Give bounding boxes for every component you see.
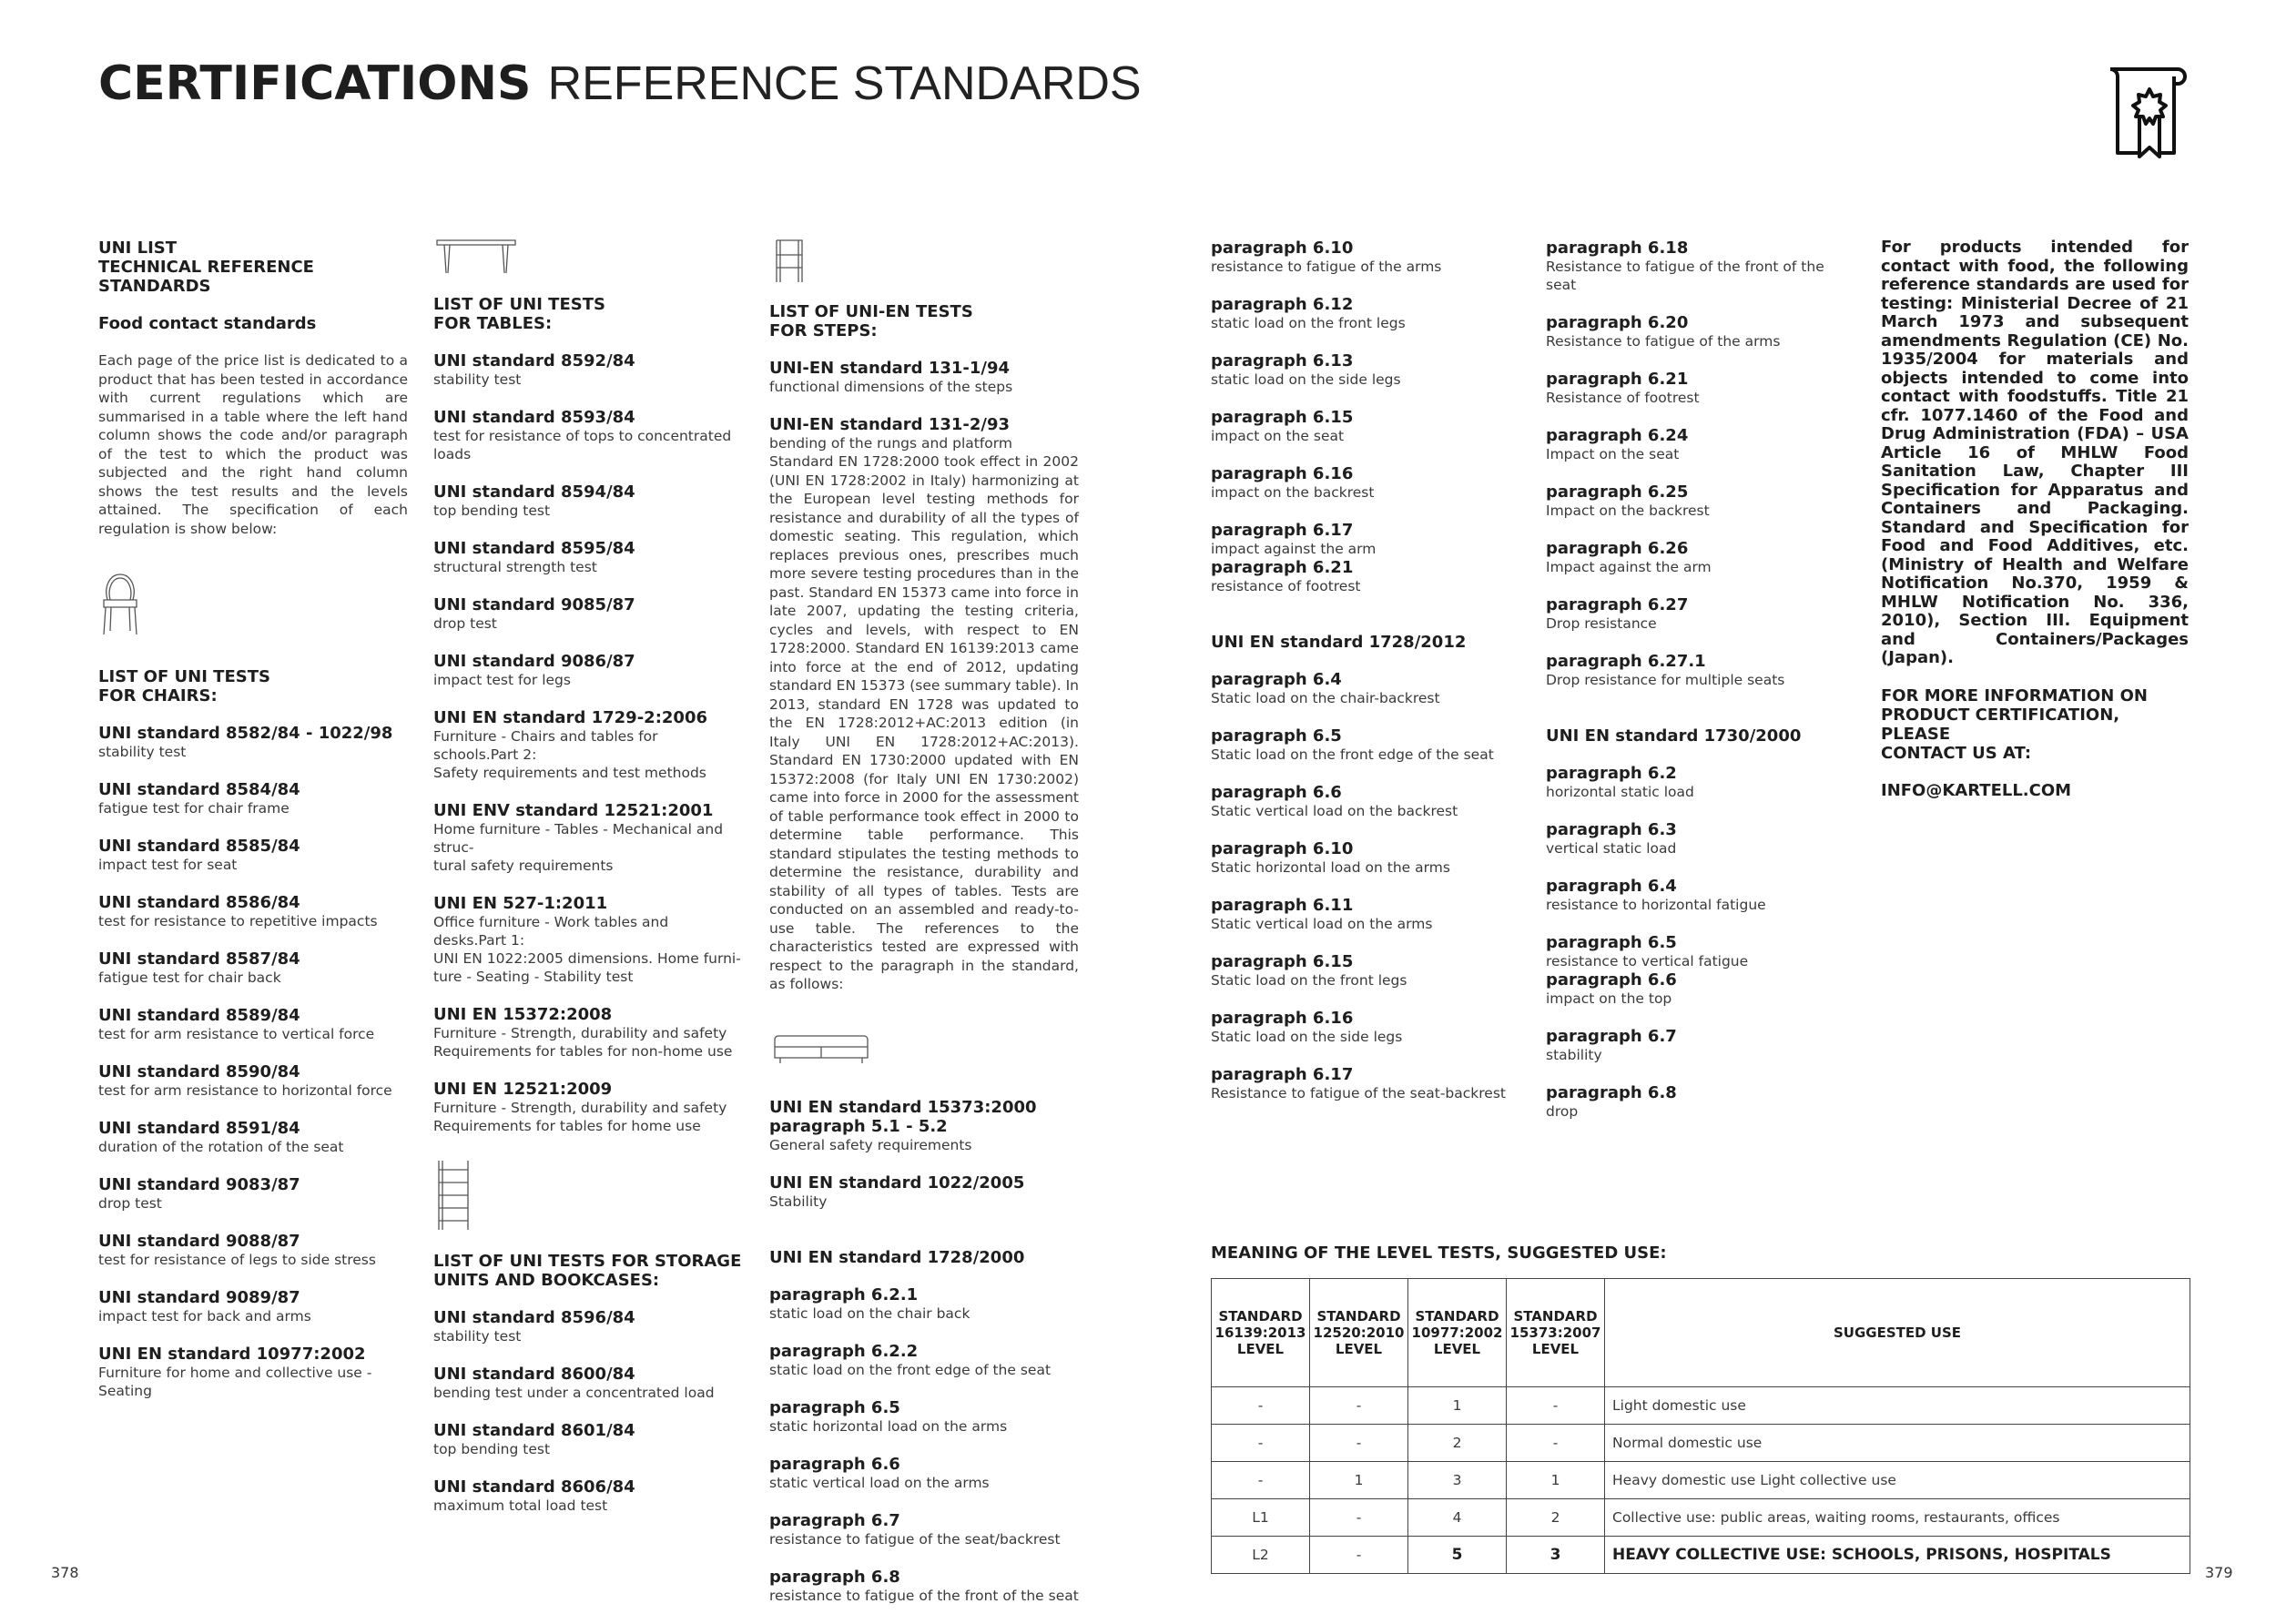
- table-row: L1 - 4 2 Collective use: public areas, waiting rooms, restaurants, offices: [1212, 1499, 2190, 1537]
- list-item: UNI standard 8600/84 bending test under a concentrated load: [433, 1365, 715, 1401]
- table-row: L2 - 5 3 HEAVY COLLECTIVE USE: SCHOOLS, PRISONS, HOSPITALS: [1212, 1537, 2190, 1574]
- list-item: UNI EN 15372:2008 Furniture - Strength, durability and safety Requirements for tables for non-home use: [433, 1005, 733, 1060]
- list-item: paragraph 6.16 Static load on the side legs: [1211, 1009, 1403, 1045]
- page-title: [98, 56, 1142, 111]
- column-paragraphs-a: [1211, 239, 1511, 1122]
- column-header: SUGGESTED USE: [1605, 1279, 2190, 1387]
- list-item: paragraph 6.12 static load on the front legs: [1211, 295, 1406, 331]
- steps-subtitle: FOR STEPS:: [769, 321, 878, 340]
- levels-title: MEANING OF THE LEVEL TESTS, SUGGESTED USE:: [1211, 1243, 1667, 1263]
- list-item: paragraph 6.18 Resistance to fatigue of the front of the seat: [1546, 239, 1824, 293]
- standard-description: bending of the rungs and platform: [769, 435, 1012, 452]
- list-item: paragraph 6.24 Impact on the seat: [1546, 426, 1689, 462]
- list-item: paragraph 6.16 impact on the backrest: [1211, 464, 1375, 501]
- tables-title: LIST OF UNI TESTS: [433, 295, 605, 314]
- storage-subtitle: UNITS AND BOOKCASES:: [433, 1271, 660, 1290]
- list-item: paragraph 6.17 impact against the arm: [1211, 521, 1377, 557]
- table-row: - 1 3 1 Heavy domestic use Light collective use: [1212, 1462, 2190, 1499]
- list-item: paragraph 6.2.1 static load on the chair back: [769, 1284, 970, 1322]
- column-header: STANDARD 12520:2010 LEVEL: [1310, 1279, 1408, 1387]
- list-subtitle: TECHNICAL REFERENCE STANDARDS: [98, 258, 314, 296]
- list-item: UNI EN 12521:2009 Furniture - Strength, durability and safety Requirements for tables for home use: [433, 1080, 727, 1134]
- column-steps: [769, 239, 1079, 1624]
- table-row: - - 2 - Normal domestic use: [1212, 1425, 2190, 1462]
- list-item: paragraph 6.26 Impact against the arm: [1546, 539, 1712, 575]
- intro-paragraph: Each page of the price list is dedicated to a product that has been tested in accordance with current regulations which are summarised in a table where the left hand column shows the code and/or paragraph of the test to which the product was subjected and the right hand column shows the test results and the levels attained. The specification of each regulation is show below:: [98, 352, 408, 537]
- list-item: UNI EN 527-1:2011 Office furniture - Work tables and desks.Part 1: UNI EN 1022:2005 dimensions. Home furni- ture - Seating - Stability test: [433, 894, 741, 985]
- list-item: paragraph 6.17 Resistance to fatigue of the seat-backrest: [1211, 1065, 1506, 1101]
- list-item: UNI standard 8586/84 test for resistance to repetitive impacts: [98, 893, 378, 929]
- more-info-line: PRODUCT CERTIFICATION, PLEASE: [1881, 705, 2120, 744]
- list-item: UNI standard 8592/84 stability test: [433, 351, 635, 388]
- list-title: UNI LIST: [98, 239, 178, 258]
- contact-email-link[interactable]: INFO@KARTELL.COM: [1881, 780, 2072, 800]
- title-light: REFERENCE STANDARDS: [547, 57, 1142, 110]
- table-header-row: [1212, 1279, 2190, 1387]
- list-item: paragraph 6.27.1 Drop resistance for multiple seats: [1546, 652, 1785, 688]
- food-contact-paragraph: For products intended for contact with food, the following reference standards are used for testing: Ministerial Decree of 21 March 1973 and subsequent amendments Regulation (CE) No. 1935/2004 for materials and objects intended to come into contact with foodstuffs. Title 21 cfr. 1077.1460 of the Food and Drug Administration (FDA) – USA Article 16 of MHLW Food Sanitation Law, Chapter III Specification for Apparatus and Containers and Packaging. Standard and Specification for Food and Food Additives, etc. (Ministry of Health and Welfare Notification No.370, 1959 & MHLW Notification No. 336, 2010), Section III. Equipment and Containers/Packages (Japan).: [1881, 238, 2189, 667]
- steps-title: LIST OF UNI-EN TESTS: [769, 302, 973, 321]
- list-item: paragraph 6.11 Static vertical load on the arms: [1211, 896, 1433, 932]
- list-item: UNI standard 8591/84 duration of the rotation of the seat: [98, 1119, 344, 1155]
- list-item: UNI standard 8587/84 fatigue test for chair back: [98, 949, 300, 986]
- column-header: STANDARD 15373:2007 LEVEL: [1507, 1279, 1605, 1387]
- list-item: UNI standard 8582/84 - 1022/98 stability test: [98, 724, 393, 760]
- table-icon: [435, 239, 517, 275]
- list-item: paragraph 6.8 resistance to fatigue of the front of the seat: [769, 1567, 1079, 1604]
- list-item: paragraph 6.10 Static horizontal load on the arms: [1211, 839, 1450, 876]
- bookcase-icon: [435, 1159, 472, 1232]
- list-item: UNI EN standard 1729-2:2006 Furniture - Chairs and tables for schools.Part 2: Safety requirements and test methods: [433, 708, 707, 781]
- list-item: UNI standard 8596/84 stability test: [433, 1308, 635, 1345]
- more-info-line: CONTACT US AT:: [1881, 743, 2032, 763]
- section-heading: UNI EN standard 1730/2000: [1546, 726, 1802, 746]
- list-item: paragraph 6.6 static vertical load on the arms: [769, 1454, 990, 1491]
- chairs-title: LIST OF UNI TESTS: [98, 667, 270, 686]
- standards-history-paragraph: Standard EN 1728:2000 took effect in 2002 (UNI EN 1728:2002 in Italy) harmonizing at the European level testing methods for resistance and durability of all the types of domestic seating. This regulation, which replaces previous ones, prescribes much more severe testing procedures than in the past. Standard EN 15373 came into force in late 2007, updating the testing criteria, cycles and levels, with respect to EN 1728:2000. Standard EN 16139:2013 came into force at the end of 2012, updating standard EN 15373 (see summary table). In 2013, standard EN 1728 was updated to the EN 1728:2012+AC:2013 edition (in Italy UNI EN 1728:2012+AC:2013). Standard EN 1730:2000 updated with EN 15372:2008 (for Italy UNI EN 1730:2002) came into force in 2000 for the assessment of table performance took effect in 2000 to determine table performance. This standard stipulates the testing methods to determine the resistance, durability and stability of all types of tables. Tests are conducted on an assembled and ready-to-use table. The references to the characteristics tested are expressed with respect to the paragraph in the standard, as follows:: [769, 453, 1079, 992]
- list-item: UNI-EN standard 131-1/94 functional dimensions of the steps: [769, 359, 1013, 395]
- column-food-contact: [1881, 239, 2189, 800]
- list-item: paragraph 6.5 resistance to vertical fatigue: [1546, 933, 1749, 969]
- list-item: paragraph 6.7 resistance to fatigue of the seat/backrest: [769, 1510, 1061, 1548]
- list-item: paragraph 6.5 static horizontal load on the arms: [769, 1397, 1008, 1435]
- storage-title: LIST OF UNI TESTS FOR STORAGE: [433, 1252, 742, 1271]
- list-item: paragraph 6.20 Resistance to fatigue of the arms: [1546, 313, 1781, 350]
- list-item: paragraph 6.6 impact on the top: [1546, 970, 1677, 1007]
- list-item: paragraph 6.4 resistance to horizontal fatigue: [1546, 877, 1766, 913]
- list-item: UNI standard 8593/84 test for resistance of tops to concentrated loads: [433, 408, 732, 462]
- list-item: paragraph 6.8 drop: [1546, 1083, 1677, 1120]
- list-item: UNI standard 8606/84 maximum total load test: [433, 1477, 635, 1514]
- list-item: UNI standard 9085/87 drop test: [433, 595, 635, 632]
- column-chairs: [98, 239, 408, 1419]
- certificate-icon: [2103, 62, 2194, 162]
- list-item: paragraph 6.21 resistance of footrest: [1211, 558, 1361, 594]
- food-contact-heading: Food contact standards: [98, 314, 317, 333]
- list-item: UNI EN standard 1022/2005 Stability: [769, 1172, 1025, 1210]
- list-item: paragraph 6.4 Static load on the chair-backrest: [1211, 670, 1440, 706]
- table-row: - - 1 - Light domestic use: [1212, 1387, 2190, 1425]
- more-info-line: FOR MORE INFORMATION ON: [1881, 685, 2149, 705]
- list-item: UNI standard 8601/84 top bending test: [433, 1421, 635, 1457]
- list-item: paragraph 6.15 impact on the seat: [1211, 408, 1354, 444]
- list-item: UNI EN standard 15373:2000 paragraph 5.1 - 5.2 General safety requirements: [769, 1097, 1037, 1153]
- column-tables: [433, 239, 743, 1534]
- section-heading: UNI EN standard 1728/2012: [1211, 633, 1467, 652]
- list-item: paragraph 6.6 Static vertical load on the backrest: [1211, 783, 1458, 819]
- list-item: UNI ENV standard 12521:2001 Home furniture - Tables - Mechanical and struc- tural safety requirements: [433, 801, 724, 874]
- tables-subtitle: FOR TABLES:: [433, 314, 553, 333]
- list-item: paragraph 6.7 stability: [1546, 1027, 1677, 1063]
- list-item: paragraph 6.13 static load on the side legs: [1211, 351, 1401, 388]
- standard-heading: UNI-EN standard 131-2/93: [769, 415, 1011, 434]
- list-item: UNI standard 8595/84 structural strength test: [433, 539, 635, 575]
- list-item: paragraph 6.21 Resistance of footrest: [1546, 370, 1700, 406]
- list-item: paragraph 6.10 resistance to fatigue of the arms: [1211, 239, 1442, 275]
- step-ladder-icon: [771, 239, 808, 284]
- list-item: UNI standard 8584/84 fatigue test for chair frame: [98, 780, 300, 817]
- sofa-icon: [771, 1034, 871, 1067]
- levels-table: [1211, 1278, 2190, 1574]
- list-item: UNI EN standard 10977:2002 Furniture for home and collective use - Seating: [98, 1345, 372, 1399]
- page-number-right: 379: [2205, 1564, 2233, 1581]
- list-item: UNI standard 9086/87 impact test for legs: [433, 652, 635, 688]
- list-item: paragraph 6.5 Static load on the front edge of the seat: [1211, 726, 1494, 763]
- list-item: UNI standard 8585/84 impact test for seat: [98, 837, 300, 873]
- list-item: UNI standard 8590/84 test for arm resistance to horizontal force: [98, 1062, 392, 1099]
- list-item: paragraph 6.2.2 static load on the front edge of the seat: [769, 1341, 1052, 1378]
- page-number-left: 378: [51, 1564, 79, 1581]
- column-paragraphs-b: [1546, 239, 1846, 1140]
- list-item: UNI standard 8594/84 top bending test: [433, 482, 635, 519]
- list-item: paragraph 6.25 Impact on the backrest: [1546, 482, 1710, 519]
- list-item: paragraph 6.15 Static load on the front legs: [1211, 952, 1407, 989]
- list-item: UNI standard 8589/84 test for arm resistance to vertical force: [98, 1006, 375, 1042]
- chairs-subtitle: FOR CHAIRS:: [98, 686, 218, 705]
- title-bold: CERTIFICATIONS: [98, 56, 532, 111]
- list-item: UNI standard 9083/87 drop test: [98, 1175, 300, 1212]
- column-header: STANDARD 10977:2002 LEVEL: [1408, 1279, 1507, 1387]
- chair-icon: [100, 573, 140, 636]
- list-item: paragraph 6.27 Drop resistance: [1546, 595, 1689, 632]
- column-header: STANDARD 16139:2013 LEVEL: [1212, 1279, 1310, 1387]
- section-heading: UNI EN standard 1728/2000: [769, 1247, 1025, 1267]
- list-item: UNI standard 9089/87 impact test for back and arms: [98, 1288, 311, 1325]
- list-item: UNI standard 9088/87 test for resistance of legs to side stress: [98, 1232, 376, 1268]
- list-item: paragraph 6.3 vertical static load: [1546, 820, 1677, 857]
- list-item: paragraph 6.2 horizontal static load: [1546, 764, 1694, 800]
